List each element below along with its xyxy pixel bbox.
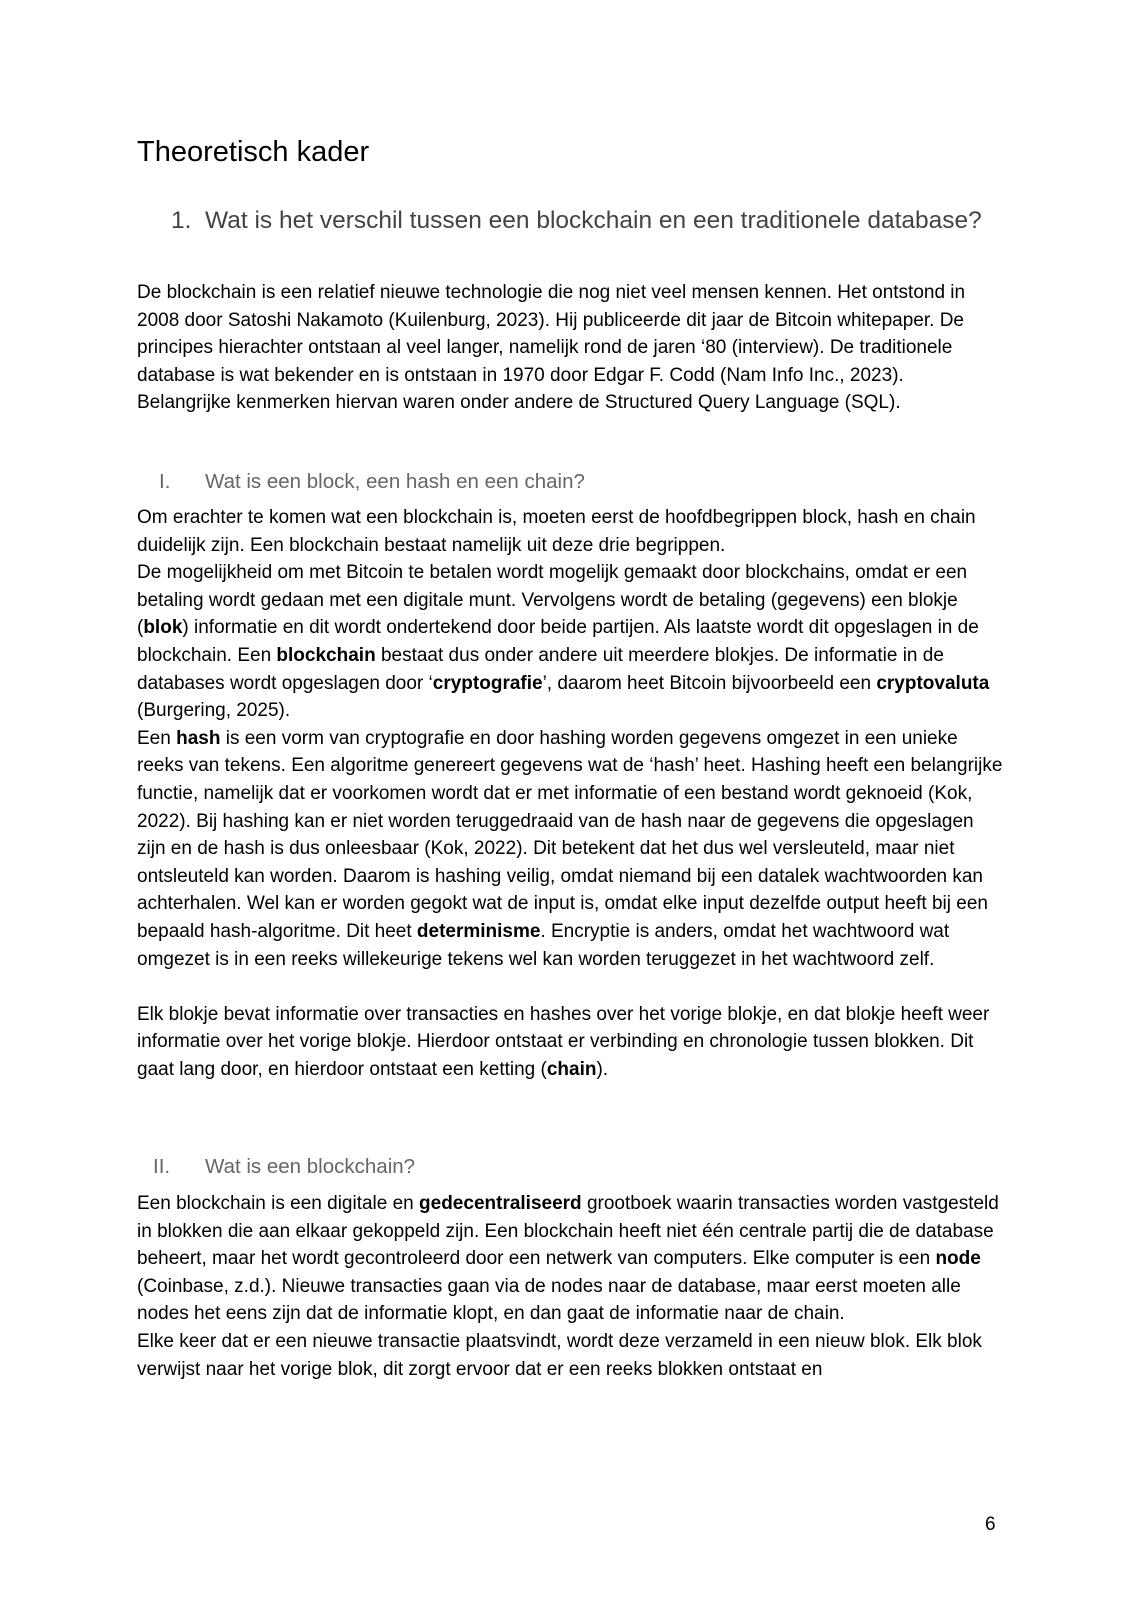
term-determinisme: determinisme [416, 920, 541, 942]
question-text: Wat is het verschil tussen een blockchain en een traditionele database? [205, 207, 982, 234]
term-gedecentraliseerd: gedecentraliseerd [419, 1193, 582, 1214]
page-title: Theoretisch kader [137, 136, 370, 168]
subheading-what-is-blockchain [137, 1152, 1003, 1182]
subheading-number: I. [159, 470, 171, 493]
intro-text: De blockchain is een relatief nieuwe technologie die nog niet veel mensen kennen. Het ontstond in 2008 door Satoshi Nakamoto (Kuilenburg, 2023). Hij publiceerde dit jaar de Bitcoin whitepaper. De principes hierachter ontstaan al veel langer, namelijk rond de jaren ‘80 (interview). De traditionele database is wat bekender en is ontstaan in 1970 door Edgar F. Codd (Nam Info Inc., 2023). Belangrijke kenmerken hiervan waren onder andere de Structured Query Language (SQL). [137, 282, 966, 414]
term-cryptografie: cryptografie [432, 672, 543, 694]
subheading-number: II. [153, 1155, 171, 1178]
page-number: 6 [985, 1514, 996, 1535]
paragraph-hash: Een hash is een vorm van cryptografie en door hashing worden gegevens omgezet in een unieke reeks van tekens. Een algoritme genereert gegevens wat de ‘hash’ heet. Hashing heeft een belangrijke functie, namelijk dat er voorkomen wordt dat er met informatie of een bestand wordt geknoeid (Kok, 2022). Bij hashing kan er niet worden teruggedraaid van de hash naar de gegevens die opgeslagen zijn en de hash is dus onleesbaar (Kok, 2022). Dit betekent dat het dus wel versleuteld, maar niet ontsleuteld kan worden. Daarom is hashing veilig, omdat niemand bij een datalek wachtwoorden kan achterhalen. Wel kan er worden gegokt wat de input is, omdat elke input dezelfde output heeft bij een bepaald hash-algoritme. Dit heet determinisme. Encryptie is anders, omdat het wachtwoord wat omgezet is in een reeks willekeurige tekens wel kan worden teruggezet in het wachtwoord zelf. [137, 727, 1003, 970]
subheading-text: Wat is een block, een hash en een chain? [205, 470, 585, 493]
subheading-block-hash-chain [137, 467, 1003, 497]
term-node: node [935, 1248, 981, 1270]
paragraph-ledger: Een blockchain is een digitale en gedecentraliseerd grootboek waarin transacties worden vastgesteld in blokken die aan elkaar gekoppeld zijn. Een blockchain heeft niet één centrale partij die de database beheert, maar het wordt gecontroleerd door een netwerk van computers. Elke computer is een node (Coinbase, z.d.). Nieuwe transacties gaan via de nodes naar de database, maar eerst moeten alle nodes het eens zijn dat de informatie klopt, en dan gaat de informatie naar de chain. [137, 1193, 999, 1325]
subheading-text: Wat is een blockchain? [205, 1155, 416, 1178]
question-heading [137, 203, 1003, 238]
block-hash-chain-section [137, 504, 1003, 1083]
paragraph-bitcoin-block: De mogelijkheid om met Bitcoin te betalen wordt mogelijk gemaakt door blockchains, omdat er een betaling wordt gedaan met een digitale munt. Vervolgens wordt de betaling (gegevens) een blokje (blok) informatie en dit wordt ondertekend door beide partijen. Als laatste wordt dit opgeslagen in de blockchain. Een blockchain bestaat dus onder andere uit meerdere blokjes. De informatie in de databases wordt opgeslagen door ‘cryptografie’, daarom heet Bitcoin bijvoorbeeld een cryptovaluta (Burgering, 2025). [137, 562, 990, 722]
paragraph-terms: Om erachter te komen wat een blockchain is, moeten eerst de hoofdbegrippen block, hash en chain duidelijk zijn. Een blockchain bestaat namelijk uit deze drie begrippen. [137, 507, 976, 556]
term-hash: hash [176, 727, 221, 749]
term-blok: blok [143, 617, 183, 639]
blockchain-section [137, 1190, 1003, 1383]
paragraph-chain: Elk blokje bevat informatie over transacties en hashes over het vorige blokje, en dat blokje heeft weer informatie over het vorige blokje. Hierdoor ontstaat er verbinding en chronologie tussen blokken. Dit gaat lang door, en hierdoor ontstaat een ketting (chain). [137, 1003, 990, 1080]
term-blockchain: blockchain [276, 644, 376, 666]
term-chain: chain [546, 1058, 597, 1080]
paragraph-new-transaction: Elke keer dat er een nieuwe transactie plaatsvindt, wordt deze verzameld in een nieuw blok. Elk blok verwijst naar het vorige blok, dit zorgt ervoor dat er een reeks blokken ontstaat en [137, 1330, 982, 1380]
intro-paragraph [137, 279, 1003, 417]
term-cryptovaluta: cryptovaluta [876, 672, 990, 694]
question-number: 1. [171, 207, 192, 234]
paragraph-spacer [137, 973, 1003, 1001]
